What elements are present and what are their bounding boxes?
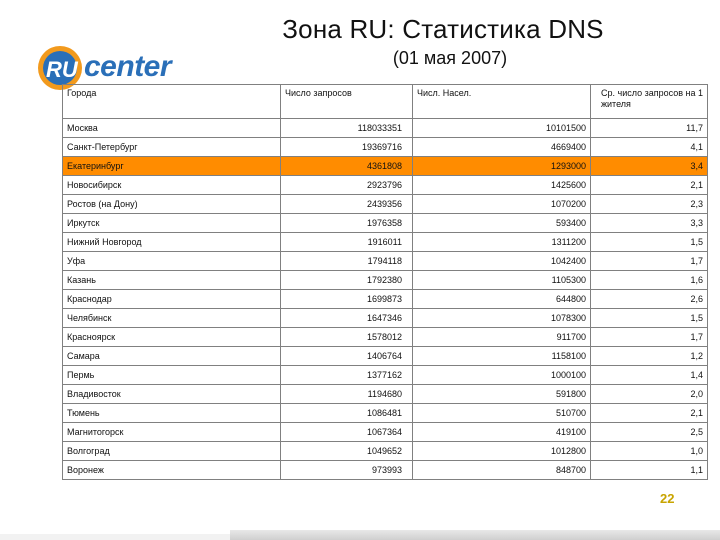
table-row (63, 176, 708, 195)
cell-city: Новосибирск (63, 176, 281, 195)
cell-avg-queries: 3,4 (591, 157, 708, 176)
cell-population: 911700 (413, 328, 591, 347)
cell-queries: 1067364 (281, 423, 413, 442)
cell-avg-queries: 11,7 (591, 119, 708, 138)
cell-avg-queries: 1,6 (591, 271, 708, 290)
cell-population: 1070200 (413, 195, 591, 214)
table-row (63, 195, 708, 214)
cell-city: Пермь (63, 366, 281, 385)
cell-population: 1293000 (413, 157, 591, 176)
cell-queries: 118033351 (281, 119, 413, 138)
footer-bar-left (0, 534, 230, 540)
cell-queries: 4361808 (281, 157, 413, 176)
cell-population: 10101500 (413, 119, 591, 138)
table-row (63, 214, 708, 233)
table-row (63, 347, 708, 366)
cell-population: 1000100 (413, 366, 591, 385)
footer-bar (230, 530, 720, 540)
logo-text: center (84, 50, 172, 83)
table-row (63, 404, 708, 423)
page-number: 22 (660, 491, 675, 506)
table-row (63, 328, 708, 347)
cell-population: 419100 (413, 423, 591, 442)
cell-city: Красноярск (63, 328, 281, 347)
cell-city: Екатеринбург (63, 157, 281, 176)
cell-avg-queries: 4,1 (591, 138, 708, 157)
cell-avg-queries: 2,1 (591, 404, 708, 423)
cell-city: Нижний Новгород (63, 233, 281, 252)
cell-queries: 1578012 (281, 328, 413, 347)
table-row (63, 271, 708, 290)
cell-avg-queries: 2,3 (591, 195, 708, 214)
cell-queries: 1049652 (281, 442, 413, 461)
header-population: Числ. Насел. (413, 85, 591, 119)
table-row (63, 138, 708, 157)
cell-city: Волгоград (63, 442, 281, 461)
cell-population: 510700 (413, 404, 591, 423)
cell-queries: 1976358 (281, 214, 413, 233)
cell-avg-queries: 2,1 (591, 176, 708, 195)
cell-population: 4669400 (413, 138, 591, 157)
cell-population: 1078300 (413, 309, 591, 328)
cell-avg-queries: 1,4 (591, 366, 708, 385)
cell-population: 1311200 (413, 233, 591, 252)
cell-queries: 1794118 (281, 252, 413, 271)
cell-population: 1158100 (413, 347, 591, 366)
table-row (63, 423, 708, 442)
header-city: Города (63, 85, 281, 119)
cell-queries: 2923796 (281, 176, 413, 195)
svg-text:RU: RU (46, 57, 78, 82)
cell-population: 1425600 (413, 176, 591, 195)
table-row (63, 385, 708, 404)
cell-avg-queries: 2,5 (591, 423, 708, 442)
cell-city: Челябинск (63, 309, 281, 328)
cell-queries: 2439356 (281, 195, 413, 214)
table-row (63, 442, 708, 461)
cell-population: 848700 (413, 461, 591, 480)
cell-queries: 1699873 (281, 290, 413, 309)
cell-avg-queries: 1,5 (591, 233, 708, 252)
cell-city: Казань (63, 271, 281, 290)
table-row (63, 290, 708, 309)
cell-avg-queries: 1,0 (591, 442, 708, 461)
cell-city: Уфа (63, 252, 281, 271)
cell-city: Краснодар (63, 290, 281, 309)
cell-population: 644800 (413, 290, 591, 309)
dns-stats-table (62, 84, 708, 480)
table-row (63, 119, 708, 138)
cell-avg-queries: 1,5 (591, 309, 708, 328)
cell-avg-queries: 1,7 (591, 328, 708, 347)
cell-population: 1042400 (413, 252, 591, 271)
page-title: Зона RU: Статистика DNS (282, 14, 604, 44)
table-row (63, 309, 708, 328)
cell-queries: 973993 (281, 461, 413, 480)
table-row (63, 461, 708, 480)
cell-avg-queries: 2,0 (591, 385, 708, 404)
cell-city: Санкт-Петербург (63, 138, 281, 157)
cell-city: Магнитогорск (63, 423, 281, 442)
cell-city: Воронеж (63, 461, 281, 480)
cell-queries: 1194680 (281, 385, 413, 404)
cell-population: 1012800 (413, 442, 591, 461)
cell-population: 593400 (413, 214, 591, 233)
cell-city: Тюмень (63, 404, 281, 423)
cell-avg-queries: 1,1 (591, 461, 708, 480)
cell-queries: 19369716 (281, 138, 413, 157)
table-row (63, 252, 708, 271)
cell-city: Владивосток (63, 385, 281, 404)
cell-avg-queries: 1,2 (591, 347, 708, 366)
cell-queries: 1916011 (281, 233, 413, 252)
table-row (63, 233, 708, 252)
cell-queries: 1647346 (281, 309, 413, 328)
cell-population: 591800 (413, 385, 591, 404)
table-row (63, 366, 708, 385)
cell-avg-queries: 3,3 (591, 214, 708, 233)
cell-avg-queries: 2,6 (591, 290, 708, 309)
cell-avg-queries: 1,7 (591, 252, 708, 271)
cell-city: Ростов (на Дону) (63, 195, 281, 214)
cell-queries: 1792380 (281, 271, 413, 290)
cell-city: Иркутск (63, 214, 281, 233)
table-header-row (63, 85, 708, 119)
cell-population: 1105300 (413, 271, 591, 290)
header-avg-queries: Ср. число запросов на 1 жителя (591, 85, 708, 119)
cell-queries: 1406764 (281, 347, 413, 366)
page-subtitle: (01 мая 2007) (392, 48, 508, 68)
cell-city: Москва (63, 119, 281, 138)
cell-queries: 1377162 (281, 366, 413, 385)
cell-city: Самара (63, 347, 281, 366)
table-row (63, 157, 708, 176)
cell-queries: 1086481 (281, 404, 413, 423)
header-queries: Число запросов (281, 85, 413, 119)
